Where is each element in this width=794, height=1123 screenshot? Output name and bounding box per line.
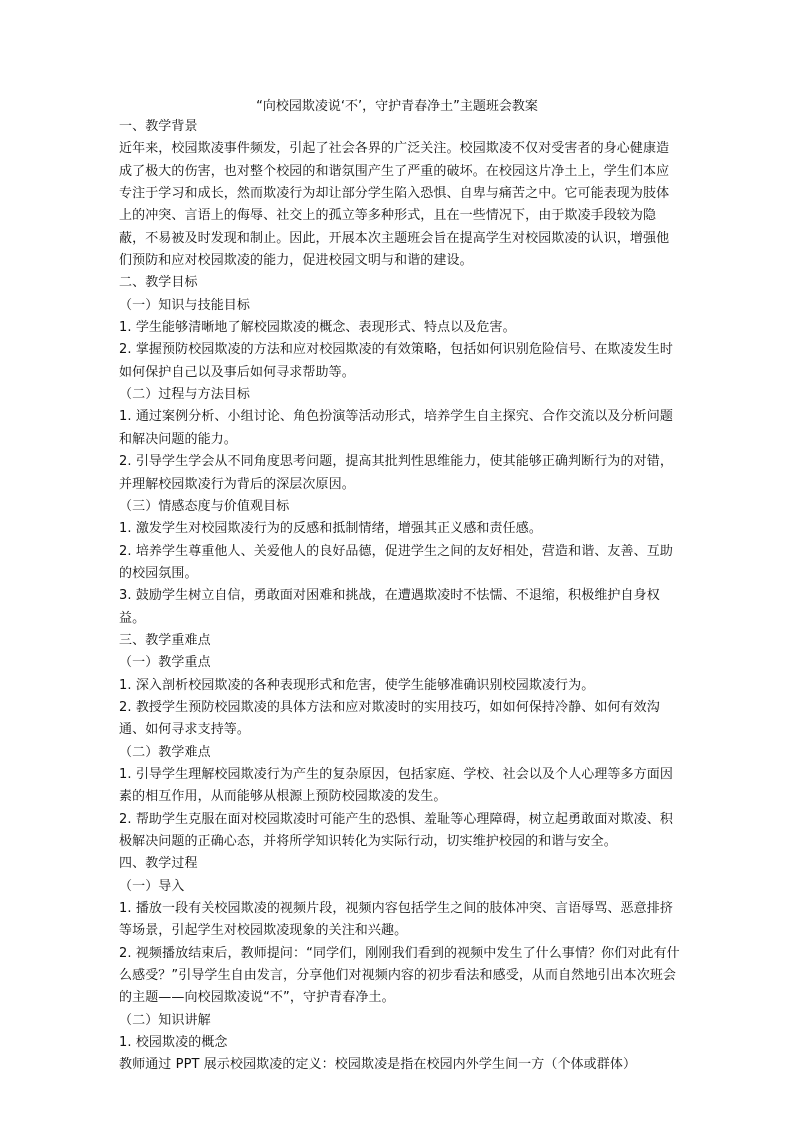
subsection-heading: （三）情感态度与价值观目标 xyxy=(119,498,290,514)
subsection-heading: （二）知识讲解 xyxy=(119,1012,211,1028)
list-item: 2. 培养学生尊重他人、关爱他人的良好品德，促进学生之间的友好相处，营造和谐、友善、互助的校园氛围。 xyxy=(119,543,673,581)
body-paragraph: 教师通过 PPT 展示校园欺凌的定义：校园欺凌是指在校园内外学生间一方（个体或群体） xyxy=(119,1057,637,1073)
list-item: 2. 教授学生预防校园欺凌的具体方法和应对欺凌时的实用技巧，如如何保持冷静、如何有效沟通、如何寻求支持等。 xyxy=(119,699,660,738)
list-item: 2. 引导学生学会从不同角度思考问题，提高其批判性思维能力，使其能够正确判断行为的对错，并理解校园欺凌行为背后的深层次原因。 xyxy=(119,454,673,492)
list-item: 2. 掌握预防校园欺凌的方法和应对校园欺凌的有效策略，包括如何识别危险信号、在欺凌发生时如何保护自己以及事后如何寻求帮助等。 xyxy=(119,342,673,380)
list-item: 1. 校园欺凌的概念 xyxy=(119,1035,228,1051)
list-item: 1. 引导学生理解校园欺凌行为产生的复杂原因，包括家庭、学校、社会以及个人心理等多方面因素的相互作用，从而能够从根源上预防校园欺凌的发生。 xyxy=(119,766,673,805)
list-item: 3. 鼓励学生树立自信，勇敢面对困难和挑战，在遭遇欺凌时不怯懦、不退缩，积极维护自身权益。 xyxy=(119,588,660,626)
section-heading: 三、教学重难点 xyxy=(119,632,211,648)
section-heading: 二、教学目标 xyxy=(119,275,198,291)
list-item: 2. 视频播放结束后，教师提问：“同学们，刚刚我们看到的视频中发生了什么事情？你们对此有什么感受？”引导学生自由发言，分享他们对视频内容的初步看法和感受，从而自然地引出本次班会的主题——向校园欺凌说“不”，守护青春净土。 xyxy=(119,945,680,1006)
subsection-heading: （二）过程与方法目标 xyxy=(119,387,251,403)
section-heading: 一、教学背景 xyxy=(119,119,198,134)
list-item: 1. 激发学生对校园欺凌行为的反感和抵制情绪，增强其正义感和责任感。 xyxy=(119,521,542,537)
list-item: 2. 帮助学生克服在面对校园欺凌时可能产生的恐惧、羞耻等心理障碍，树立起勇敢面对欺凌、积极解决问题的正确心态，并将所学知识转化为实际行动，切实维护校园的和谐与安全。 xyxy=(119,811,673,849)
document-title: “向校园欺凌说‘不’，守护青春净土”主题班会教案 xyxy=(256,99,538,114)
list-item: 1. 深入剖析校园欺凌的各种表现形式和危害，使学生能够准确识别校园欺凌行为。 xyxy=(119,677,595,693)
document-body xyxy=(119,116,681,1077)
subsection-heading: （一）知识与技能目标 xyxy=(119,297,251,313)
subsection-heading: （一）教学重点 xyxy=(119,655,211,671)
subsection-heading: （二）教学难点 xyxy=(119,744,211,760)
list-item: 1. 播放一段有关校园欺凌的视频片段，视频内容包括学生之间的肢体冲突、言语辱骂、恶意排挤等场景，引起学生对校园欺凌现象的关注和兴趣。 xyxy=(119,901,673,939)
list-item: 1. 学生能够清晰地了解校园欺凌的概念、表现形式、特点以及危害。 xyxy=(119,320,516,336)
section-heading: 四、教学过程 xyxy=(119,856,198,872)
subsection-heading: （一）导入 xyxy=(119,878,185,894)
list-item: 1. 通过案例分析、小组讨论、角色扮演等活动形式，培养学生自主探究、合作交流以及分析问题和解决问题的能力。 xyxy=(119,409,673,447)
body-paragraph: 近年来，校园欺凌事件频发，引起了社会各界的广泛关注。校园欺凌不仅对受害者的身心健康造成了极大的伤害，也对整个校园的和谐氛围产生了严重的破坏。在校园这片净土上，学生们本应专注于学习和成长，然而欺凌行为却让部分学生陷入恐惧、自卑与痛苦之中。它可能表现为肢体上的冲突、言语上的侮辱、社交上的孤立等多种形式，且在一些情况下，由于欺凌手段较为隐蔽，不易被及时发现和制止。因此，开展本次主题班会旨在提高学生对校园欺凌的认识，增强他们预防和应对校园欺凌的能力，促进校园文明与和谐的建设。 xyxy=(119,141,670,269)
